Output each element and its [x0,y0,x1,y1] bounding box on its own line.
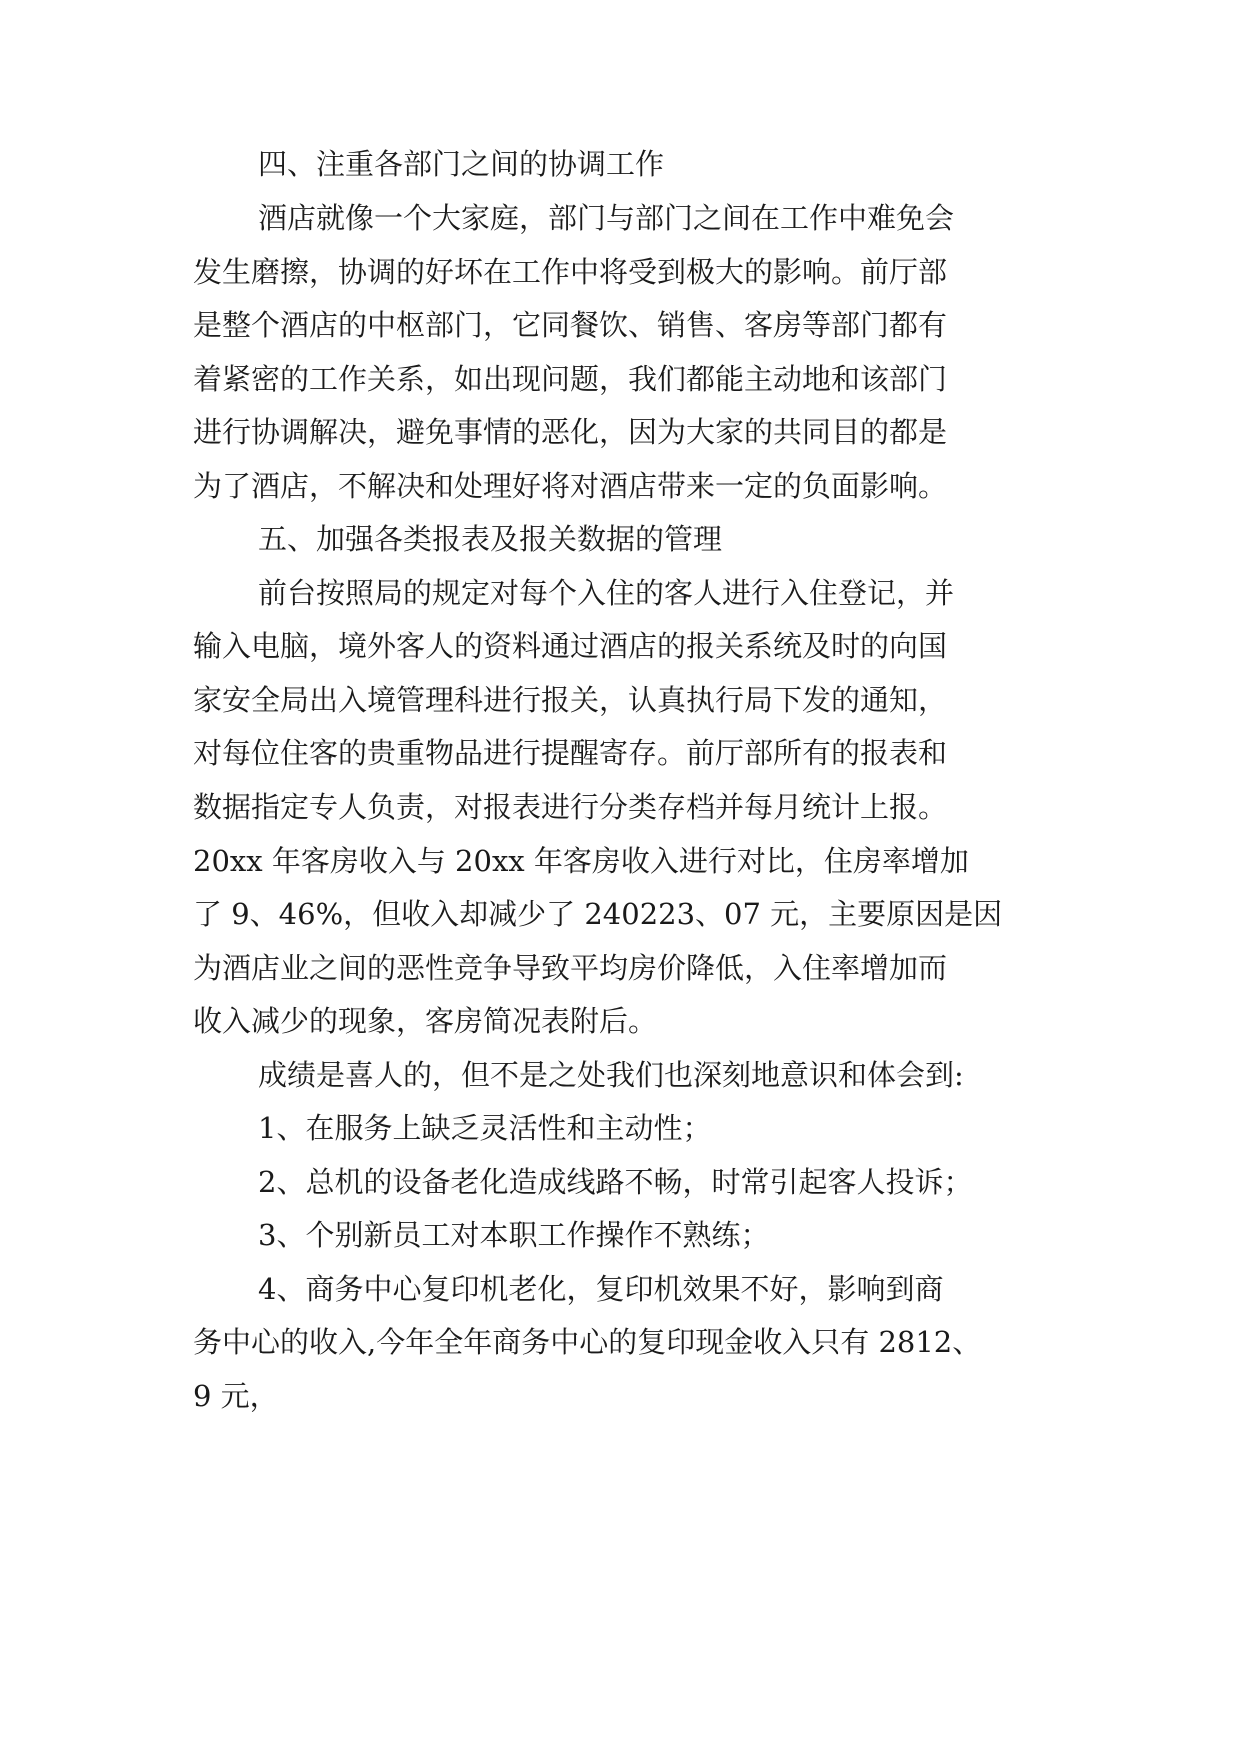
list-item: 1、在服务上缺乏灵活性和主动性； [258,1111,712,1145]
paragraph-line: 发生磨擦，协调的好坏在工作中将受到极大的影响。前厅部 [193,255,948,289]
paragraph-line: 酒店就像一个大家庭，部门与部门之间在工作中难免会 [258,201,955,235]
list-item-continuation: 9 元， [193,1379,279,1413]
heading-section-four: 四、注重各部门之间的协调工作 [258,147,665,181]
paragraph-line: 为了酒店，不解决和处理好将对酒店带来一定的负面影响。 [193,469,948,503]
paragraph-line: 前台按照局的规定对每个入住的客人进行入住登记，并 [258,576,955,610]
paragraph-line: 收入减少的现象，客房简况表附后。 [193,1004,658,1038]
list-item: 3、个别新员工对本职工作操作不熟练； [258,1218,770,1252]
list-item: 2、总机的设备老化造成线路不畅，时常引起客人投诉； [258,1165,973,1199]
paragraph-line: 家安全局出入境管理科进行报关，认真执行局下发的通知， [193,683,948,717]
paragraph-line: 20xx 年客房收入与 20xx 年客房收入进行对比，住房率增加 [193,844,969,878]
list-item: 4、商务中心复印机老化，复印机效果不好，影响到商 [258,1272,944,1306]
paragraph-line: 是整个酒店的中枢部门，它同餐饮、销售、客房等部门都有 [193,308,948,342]
paragraph-line: 着紧密的工作关系，如出现问题，我们都能主动地和该部门 [193,362,948,396]
heading-section-five: 五、加强各类报表及报关数据的管理 [258,522,723,556]
paragraph-line: 成绩是喜人的，但不是之处我们也深刻地意识和体会到: [258,1058,964,1092]
paragraph-line: 为酒店业之间的恶性竞争导致平均房价降低，入住率增加而 [193,951,948,985]
list-item-continuation: 务中心的收入,今年全年商务中心的复印现金收入只有 2812、 [193,1325,982,1359]
paragraph-line: 进行协调解决，避免事情的恶化，因为大家的共同目的都是 [193,415,948,449]
paragraph-line: 数据指定专人负责，对报表进行分类存档并每月统计上报。 [193,790,948,824]
paragraph-line: 了 9、46%，但收入却减少了 240223、07 元，主要原因是因 [193,897,1003,931]
paragraph-line: 输入电脑，境外客人的资料通过酒店的报关系统及时的向国 [193,629,948,663]
paragraph-line: 对每位住客的贵重物品进行提醒寄存。前厅部所有的报表和 [193,736,948,770]
